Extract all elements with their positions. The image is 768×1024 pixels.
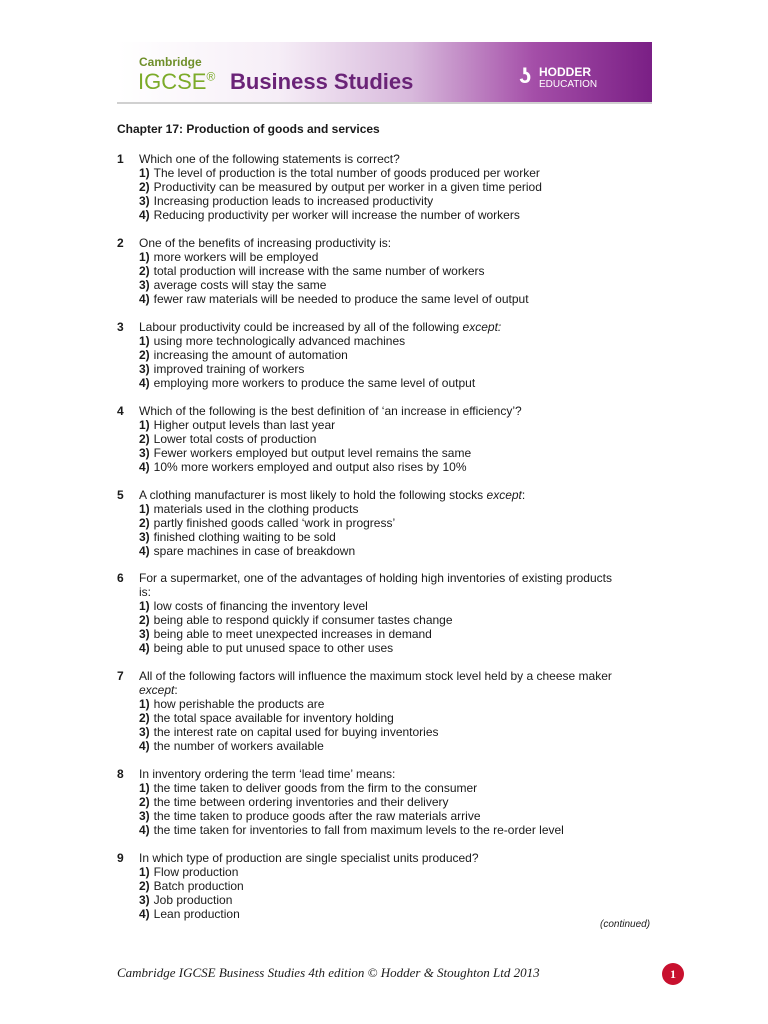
answer-option [117,446,662,460]
answer-option [117,711,662,725]
header-title: Business Studies [230,69,414,94]
option-number: 2) [139,431,150,446]
question-text: Which one of the following statements is correct? [139,152,400,166]
option-number: 2) [139,613,150,628]
question-number: 3 [117,319,124,334]
option-text: Batch production [153,879,244,894]
option-text: fewer raw materials will be needed to produce the same level of output [153,291,529,306]
option-number: 1) [139,781,150,796]
answer-option [117,641,662,655]
option-text: how perishable the products are [153,697,325,712]
answer-option [117,781,662,795]
option-text: the time taken for inventories to fall from maximum levels to the re-order level [153,823,564,838]
answer-option [117,194,662,208]
option-text: materials used in the clothing products [153,501,359,516]
question-stem [117,236,662,250]
option-text: being able to put unused space to other uses [153,641,394,656]
header-cambridge: Cambridge [139,55,202,69]
answer-option [117,418,662,432]
answer-option [117,613,662,627]
option-number: 2) [139,180,150,194]
question-text: In inventory ordering the term ‘lead time’ means: [139,767,396,782]
question-stem [117,404,662,418]
option-text: the time between ordering inventories and their delivery [153,795,449,810]
question-4 [117,404,662,474]
answer-option [117,739,662,753]
option-number: 4) [139,641,150,656]
question-text-continued: except: [139,683,178,698]
option-text: the interest rate on capital used for buying inventories [153,725,439,740]
option-number: 2) [139,347,150,362]
footer-copyright: Cambridge IGCSE Business Studies 4th edition © Hodder & Stoughton Ltd 2013 [117,965,540,980]
answer-option [117,362,662,376]
question-stem [117,669,662,683]
emphasis-except: except: [462,319,502,334]
option-number: 3) [139,809,150,824]
answer-option [117,893,662,907]
option-text: Lean production [153,907,240,922]
question-number: 7 [117,669,124,684]
option-text: 10% more workers employed and output also rises by 10% [153,459,467,474]
option-text: using more technologically advanced machines [153,333,406,348]
question-text: For a supermarket, one of the advantages of holding high inventories of existing products [139,571,612,586]
question-7 [117,669,662,753]
question-list [117,152,662,921]
answer-option [117,697,662,711]
question-stem [117,152,662,166]
answer-option [117,809,662,823]
emphasis-except: except [139,683,175,698]
option-text: increasing the amount of automation [153,347,348,362]
answer-option [117,376,662,390]
answer-option [117,292,662,306]
option-text: spare machines in case of breakdown [153,543,356,558]
header-banner [117,42,652,104]
hodder-logo-icon: ʖ [519,63,532,88]
question-6 [117,571,662,655]
option-text: low costs of financing the inventory level [153,599,368,614]
question-number: 6 [117,571,124,586]
option-text: partly finished goods called ‘work in progress’ [153,515,396,530]
option-number: 3) [139,893,150,908]
answer-option [117,599,662,613]
option-text: Higher output levels than last year [153,417,336,432]
option-number: 3) [139,627,150,642]
option-text: the time taken to produce goods after the raw materials arrive [153,809,481,824]
answer-option [117,264,662,278]
answer-option [117,208,662,222]
answer-option [117,823,662,837]
question-text: Labour productivity could be increased by all of the following except: [139,319,502,334]
option-number: 4) [139,739,150,754]
answer-option [117,180,662,194]
option-number: 2) [139,263,150,278]
question-text: One of the benefits of increasing productivity is: [139,235,392,250]
option-number: 4) [139,208,150,222]
answer-option [117,907,662,921]
option-text: more workers will be employed [153,249,319,264]
question-number: 2 [117,235,124,250]
question-number: 9 [117,851,124,866]
option-number: 4) [139,543,150,558]
emphasis-except: except [486,487,522,502]
option-number: 1) [139,417,150,432]
answer-option [117,544,662,558]
option-number: 3) [139,194,150,208]
option-text: Lower total costs of production [153,431,317,446]
answer-option [117,865,662,879]
question-text: In which type of production are single specialist units produced? [139,851,479,866]
option-text: total production will increase with the same number of workers [153,263,485,278]
option-text: Productivity can be measured by output per worker in a given time period [153,180,542,194]
option-text: Flow production [153,865,239,880]
option-text: the total space available for inventory holding [153,711,394,726]
question-stem [117,851,662,865]
option-number: 3) [139,361,150,376]
option-text: Job production [153,893,233,908]
option-number: 1) [139,501,150,516]
header-igcse: IGCSE® [138,69,216,94]
answer-option [117,334,662,348]
option-number: 1) [139,249,150,264]
option-number: 4) [139,459,150,474]
option-number: 4) [139,291,150,306]
option-number: 2) [139,879,150,894]
worksheet-content [117,122,662,935]
chapter-title: Chapter 17: Production of goods and services [117,122,380,136]
option-text: Fewer workers employed but output level remains the same [153,445,472,460]
option-text: finished clothing waiting to be sold [153,529,336,544]
option-number: 1) [139,333,150,348]
option-number: 3) [139,277,150,292]
answer-option [117,516,662,530]
question-5 [117,488,662,558]
answer-option [117,278,662,292]
option-text: average costs will stay the same [153,277,327,292]
option-text: Reducing productivity per worker will increase the number of workers [153,208,520,222]
option-text: employing more workers to produce the same level of output [153,375,476,390]
option-text: being able to meet unexpected increases in demand [153,627,432,642]
option-number: 2) [139,515,150,530]
question-9 [117,851,662,921]
option-number: 2) [139,711,150,726]
option-number: 1) [139,865,150,880]
option-text: the number of workers available [153,739,324,754]
answer-option [117,795,662,809]
option-text: Increasing production leads to increased productivity [153,194,434,208]
question-text: Which of the following is the best definition of ‘an increase in efficiency’? [139,403,522,418]
answer-option [117,502,662,516]
question-number: 1 [117,152,124,166]
option-number: 4) [139,375,150,390]
page-number: 1 [662,963,684,985]
option-text: The level of production is the total number of goods produced per worker [153,166,540,180]
question-stem [117,320,662,334]
answer-option [117,627,662,641]
option-text: the time taken to deliver goods from the firm to the consumer [153,781,478,796]
question-text: All of the following factors will influence the maximum stock level held by a cheese maker [139,669,612,684]
option-number: 3) [139,725,150,740]
question-8 [117,767,662,837]
question-stem [117,767,662,781]
option-text: being able to respond quickly if consumer tastes change [153,613,453,628]
question-stem [117,488,662,502]
publisher-name: HODDER [539,65,592,79]
question-3 [117,320,662,390]
option-number: 1) [139,166,150,180]
option-number: 3) [139,529,150,544]
publisher-division: EDUCATION [539,79,598,90]
question-number: 4 [117,403,124,418]
option-number: 1) [139,697,150,712]
answer-option [117,348,662,362]
answer-option [117,250,662,264]
option-number: 1) [139,599,150,614]
question-number: 5 [117,487,124,502]
answer-option [117,432,662,446]
option-text: improved training of workers [153,361,305,376]
answer-option [117,460,662,474]
answer-option [117,166,662,180]
option-number: 4) [139,823,150,838]
option-number: 2) [139,795,150,810]
question-text-continued: is: [139,585,151,600]
question-1 [117,152,662,222]
question-stem [117,571,662,585]
answer-option [117,530,662,544]
option-number: 4) [139,907,150,922]
question-number: 8 [117,767,124,782]
option-number: 3) [139,445,150,460]
answer-option [117,725,662,739]
question-text: A clothing manufacturer is most likely to hold the following stocks except: [139,487,526,502]
question-2 [117,236,662,306]
answer-option [117,879,662,893]
continued-note: (continued) [600,919,651,930]
